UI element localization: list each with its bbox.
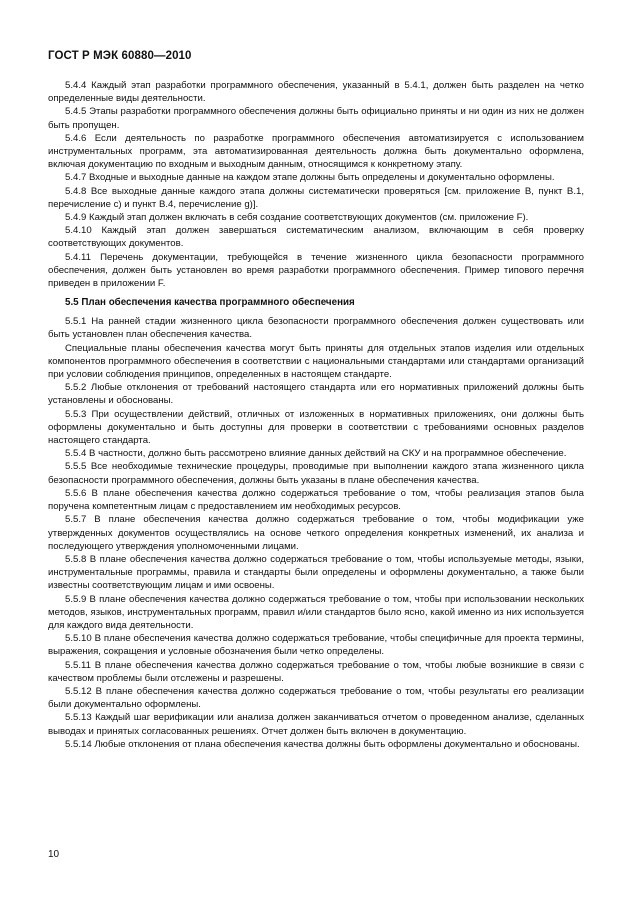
paragraph: Специальные планы обеспечения качества могут быть приняты для отдельных этапов изделия или отдельных компонентов программного обеспечения в соответствии с национальными стандартами или стандартами организаций при условии соблюдения принципов, определенных в настоящем стандарте.	[48, 342, 584, 381]
paragraph: 5.5.7 В плане обеспечения качества должно содержаться требование о том, чтобы модификации уже утвержденных документов осуществлялись на основе четкого определения конкретных изменений, их анализа и последующего утверждения уполномоченными лицами.	[48, 514, 584, 552]
paragraph: 5.5.8 В плане обеспечения качества должно содержаться требование о том, чтобы используемые методы, языки, инструментальные программы, правила и стандарты были определены и оформлены документально, а также были известны соответствующим лицам и ими освоены.	[48, 553, 584, 592]
paragraph: 5.4.6 Если деятельность по разработке программного обеспечения автоматизируется с использованием инструментальных программ, эта автоматизированная деятельность должна быть документально оформлена, включая документацию по входным и выходным данным, относящимся к конкретному этапу.	[48, 132, 584, 171]
paragraph: 5.4.5 Этапы разработки программного обеспечения должны быть официально приняты и ни один из них не должен быть пропущен.	[48, 106, 584, 131]
page-number: 10	[48, 849, 60, 860]
paragraph: 5.5.6 В плане обеспечения качества должно содержаться требование о том, чтобы реализация этапов была поручена компетентным лицам с предоставлением им необходимых ресурсов.	[48, 487, 584, 513]
paragraph: 5.5.9 В плане обеспечения качества должно содержаться требование о том, чтобы при использовании нескольких методов, языков, инструментальных программ, правил и/или стандартов было ясно, какой именно из них используется для каждого вида деятельности.	[48, 593, 584, 631]
standard-header: ГОСТ Р МЭК 60880—2010	[48, 50, 192, 62]
paragraph: 5.4.9 Каждый этап должен включать в себя создание соответствующих документов (см. приложение F).	[65, 212, 529, 224]
paragraph: 5.5.12 В плане обеспечения качества должно содержаться требование о том, чтобы результаты его реализации были документально оформлены.	[48, 685, 584, 711]
paragraph: 5.5.13 Каждый шаг верификации или анализа должен заканчиваться отчетом о проведенном анализе, сделанных выводах и принятых согласованных решениях. Отчет должен быть включен в документацию.	[48, 712, 584, 737]
paragraph: 5.5.3 При осуществлении действий, отличных от изложенных в нормативных приложениях, они должны быть оформлены документально и быть доступны для проверки в соответствии с требованиями основных разделов настоящего стандарта.	[48, 408, 584, 447]
paragraph: 5.5.5 Все необходимые технические процедуры, проводимые при выполнении каждого этапа жизненного цикла безопасности программного обеспечения, должны быть указаны в плане обеспечения качества.	[48, 461, 584, 486]
paragraph: 5.4.8 Все выходные данные каждого этапа должны систематически проверяться [см. приложение В, пункт В.1, перечисление с) и пункт В.4, перечисление g)].	[48, 185, 584, 210]
paragraph: 5.5.1 На ранней стадии жизненного цикла безопасности программного обеспечения должен существовать или быть установлен план обеспечения качества.	[48, 316, 584, 341]
paragraph: 5.4.4 Каждый этап разработки программного обеспечения, указанный в 5.4.1, должен быть разделен на четко определенные виды деятельности.	[48, 80, 584, 105]
paragraph: 5.5.10 В плане обеспечения качества должно содержаться требование, чтобы специфичные для проекта термины, выражения, сокращения и условные обозначения были четко определены.	[48, 633, 584, 658]
section-heading: 5.5 План обеспечения качества программного обеспечения	[65, 297, 355, 309]
paragraph: 5.5.4 В частности, должно быть рассмотрено влияние данных действий на СКУ и на программное обеспечение.	[65, 448, 567, 460]
document-body	[48, 79, 584, 751]
paragraph: 5.4.7 Входные и выходные данные на каждом этапе должны быть определены и документально оформлены.	[65, 172, 555, 184]
paragraph: 5.5.2 Любые отклонения от требований настоящего стандарта или его нормативных приложений должны быть установлены и обоснованы.	[48, 382, 584, 407]
paragraph: 5.5.11 В плане обеспечения качества должно содержаться требование о том, чтобы любые возникшие в связи с качеством проблемы были отслежены и разрешены.	[48, 659, 584, 684]
paragraph: 5.4.11 Перечень документации, требующейся в течение жизненного цикла безопасности программного обеспечения, должен быть установлен во время разработки программного обеспечения. Пример типового перечня приведен в приложении F.	[48, 251, 584, 290]
paragraph: 5.5.14 Любые отклонения от плана обеспечения качества должны быть оформлены документально и обоснованы.	[65, 738, 580, 750]
paragraph: 5.4.10 Каждый этап должен завершаться систематическим анализом, включающим в себя проверку соответствующих документов.	[48, 225, 584, 250]
